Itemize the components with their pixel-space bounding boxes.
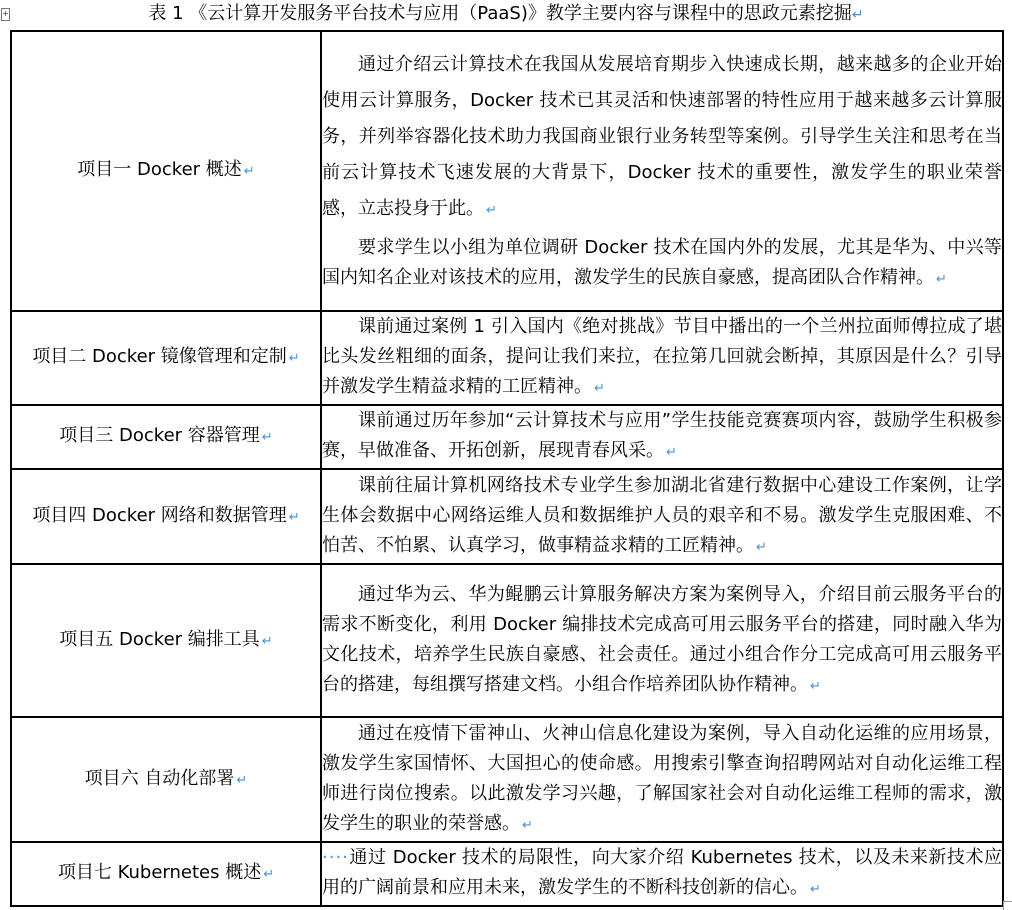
content-paragraph: 课前通过历年参加“云计算技术与应用”学生技能竞赛赛项内容，鼓励学生积极参赛，早做准备、开拓创新，展现青春风采。 ↵: [322, 410, 1002, 461]
paragraph-mark-icon: ↵: [810, 882, 821, 897]
table-row: [11, 405, 1003, 469]
content-paragraph: ····通过 Docker 技术的局限性，向大家介绍 Kubernetes 技术，以及未来新技术应用的广阔前景和应用未来，激发学生的不断科技创新的信心。 ↵: [322, 847, 1002, 898]
table-row: [11, 842, 1003, 906]
table-row: [11, 31, 1003, 311]
content-cell[interactable]: [321, 311, 1003, 405]
content-paragraph: 课前通过案例 1 引入国内《绝对挑战》节目中播出的一个兰州拉面师傅拉成了堪比头发丝粗细的面条，提问让我们来拉，在拉第几回就会断掉，其原因是什么？引导并激发学生精益求精的工匠精神。 ↵: [322, 316, 1002, 397]
project-name: 项目一 Docker 概述: [77, 159, 242, 180]
project-cell[interactable]: [11, 311, 321, 405]
paragraph-mark-icon: ↵: [261, 430, 273, 445]
paragraph-mark-icon: ↵: [851, 7, 864, 23]
content-paragraph: 要求学生以小组为单位调研 Docker 技术在国内外的发展，尤其是华为、中兴等国内知名企业对该技术的应用，激发学生的民族自豪感，提高团队合作精神。 ↵: [322, 237, 1002, 288]
content-cell[interactable]: [321, 564, 1003, 717]
project-cell[interactable]: [11, 469, 321, 564]
table-row: [11, 564, 1003, 717]
paragraph-mark-icon: ↵: [263, 867, 275, 882]
project-name: 项目二 Docker 镜像管理和定制: [32, 346, 287, 367]
table-caption: [0, 0, 1012, 28]
leading-space-dots: ····: [322, 847, 349, 868]
project-cell[interactable]: [11, 405, 321, 469]
content-cell[interactable]: [321, 717, 1003, 842]
table-row: [11, 469, 1003, 564]
content-paragraph: 课前往届计算机网络技术专业学生参加湖北省建行数据中心建设工作案例，让学生体会数据中心网络运维人员和数据维护人员的艰辛和不易。激发学生克服困难、不怕苦、不怕累、认真学习，做事精益求精的工匠精神。 ↵: [322, 474, 1002, 556]
content-cell[interactable]: [321, 469, 1003, 564]
paragraph-mark-icon: ↵: [236, 772, 248, 788]
table-move-handle[interactable]: +: [1, 8, 10, 21]
project-name: 项目五 Docker 编排工具: [59, 628, 260, 650]
project-cell[interactable]: [11, 31, 321, 311]
project-name: 项目三 Docker 容器管理: [59, 425, 260, 446]
caption-text: 表 1 《云计算开发服务平台技术与应用（PaaS)》教学主要内容与课程中的思政元素挖掘: [148, 3, 852, 24]
project-cell[interactable]: [11, 842, 321, 906]
project-name: 项目七 Kubernetes 概述: [57, 862, 262, 883]
project-name: 项目六 自动化部署: [84, 767, 235, 789]
content-cell[interactable]: [321, 405, 1003, 469]
content-cell[interactable]: [321, 31, 1003, 311]
content-cell[interactable]: [321, 842, 1003, 906]
paragraph-mark-icon: ↵: [756, 539, 767, 555]
project-name: 项目四 Docker 网络和数据管理: [32, 504, 287, 526]
paragraph-mark-icon: ↵: [288, 351, 300, 366]
table-row: [11, 311, 1003, 405]
table-body: [11, 31, 1003, 906]
content-table: [10, 30, 1004, 907]
paragraph-mark-icon: ↵: [594, 381, 605, 396]
content-paragraph: 通过在疫情下雷神山、火神山信息化建设为案例，导入自动化运维的应用场景，激发学生家国情怀、大国担心的使命感。用搜索引擎查询招聘网站对自动化运维工程师进行岗位搜索。以此激发学习兴趣，了解国家社会对自动化运维工程师的需求，激发学生的职业的荣誉感。 ↵: [322, 722, 1002, 834]
paragraph-mark-icon: ↵: [486, 203, 497, 218]
paragraph-mark-icon: ↵: [666, 445, 677, 460]
table-row: [11, 717, 1003, 842]
paragraph-mark-icon: ↵: [522, 817, 533, 833]
paragraph-mark-icon: ↵: [288, 509, 300, 525]
paragraph-mark-icon: ↵: [936, 272, 947, 287]
content-paragraph: 通过华为云、华为鲲鹏云计算服务解决方案为案例导入，介绍目前云服务平台的需求不断变化，利用 Docker 编排技术完成高可用云服务平台的搭建，同时融入华为文化技术，培养学生民族自豪感、社会责任。通过小组合作分工完成高可用云服务平台的搭建，每组撰写搭建文档。小组合作培养团队协作精神。 ↵: [322, 583, 1002, 695]
paragraph-mark-icon: ↵: [243, 164, 255, 179]
paragraph-mark-icon: ↵: [810, 678, 821, 694]
project-cell[interactable]: [11, 717, 321, 842]
paragraph-mark-icon: ↵: [261, 633, 273, 649]
page-corner-mark: [1003, 901, 1012, 910]
content-paragraph: 通过介绍云计算技术在我国从发展培育期步入快速成长期，越来越多的企业开始使用云计算服务，Docker 技术已其灵活和快速部署的特性应用于越来越多云计算服务，并列举容器化技术助力我国商业银行业务转型等案例。引导学生关注和思考在当前云计算技术飞速发展的大背景下，Docker 技术的重要性，激发学生的职业荣誉感，立志投身于此。 ↵: [322, 54, 1002, 219]
project-cell[interactable]: [11, 564, 321, 717]
